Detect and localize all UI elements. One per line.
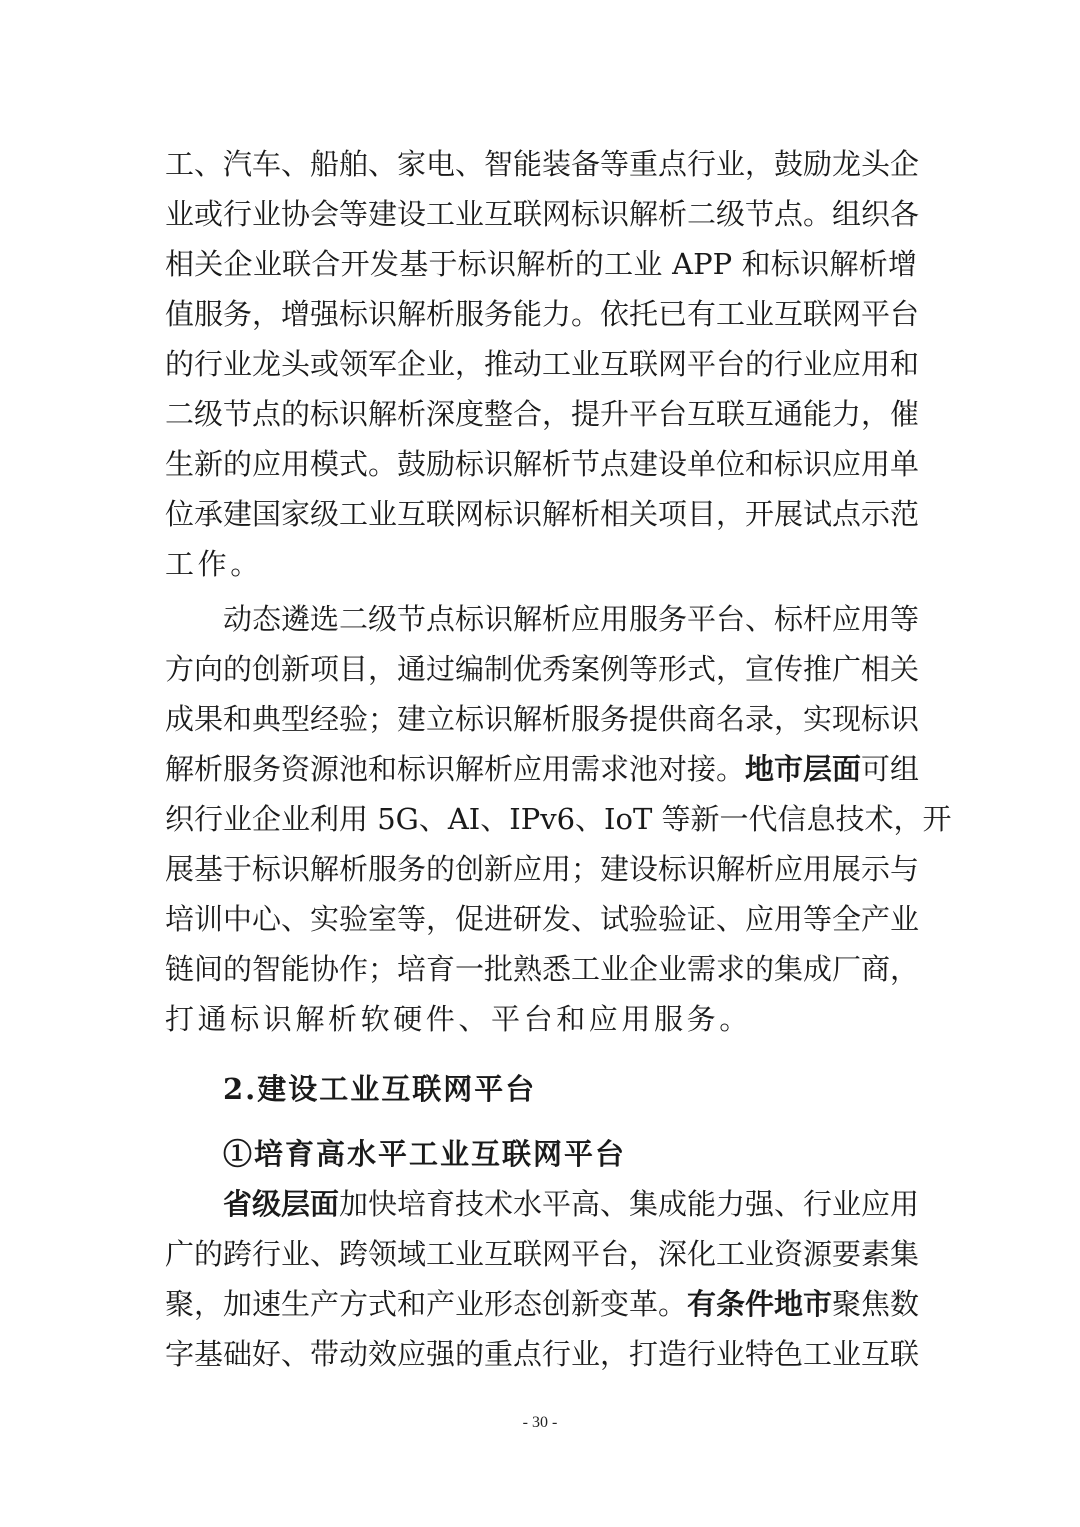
body-line: 培训中心、实验室等，促进研发、试验验证、应用等全产业	[165, 902, 920, 936]
body-line: 工、汽车、船舶、家电、智能装备等重点行业，鼓励龙头企	[165, 147, 920, 181]
emphasis-text: 地市层面	[745, 752, 862, 786]
body-line: 字基础好、带动效应强的重点行业，打造行业特色工业互联	[165, 1337, 920, 1371]
body-line: 工作。	[165, 547, 263, 581]
body-line	[165, 749, 920, 789]
body-line: 相关企业联合开发基于标识解析的工业 APP 和标识解析增	[165, 247, 917, 281]
section-heading: 2.建设工业互联网平台	[223, 1072, 537, 1106]
body-line: 链间的智能协作；培育一批熟悉工业企业需求的集成厂商，	[165, 952, 920, 986]
body-line: 广的跨行业、跨领域工业互联网平台，深化工业资源要素集	[165, 1237, 920, 1271]
emphasis-text: 有条件地市	[687, 1287, 833, 1321]
body-line: 打通标识解析软硬件、平台和应用服务。	[165, 1002, 752, 1036]
body-text: 可组	[861, 752, 920, 786]
body-line: 织行业企业利用 5G、AI、IPv6、IoT 等新一代信息技术，开	[165, 802, 952, 836]
page-number: - 30 -	[522, 1414, 558, 1431]
body-text: 聚，加速生产方式和产业形态创新变革。	[165, 1287, 688, 1321]
body-line: 成果和典型经验；建立标识解析服务提供商名录，实现标识	[165, 702, 920, 736]
body-line: 业或行业协会等建设工业互联网标识解析二级节点。组织各	[165, 197, 920, 231]
body-line: 二级节点的标识解析深度整合，提升平台互联互通能力，催	[165, 397, 920, 431]
subsection-heading: ①培育高水平工业互联网平台	[223, 1137, 627, 1171]
body-line: 值服务，增强标识解析服务能力。依托已有工业互联网平台	[165, 297, 920, 331]
body-line: 展基于标识解析服务的创新应用；建设标识解析应用展示与	[165, 852, 920, 886]
body-line	[165, 1284, 920, 1324]
body-line: 生新的应用模式。鼓励标识解析节点建设单位和标识应用单	[165, 447, 920, 481]
body-line: 位承建国家级工业互联网标识解析相关项目，开展试点示范	[165, 497, 920, 531]
body-text: 解析服务资源池和标识解析应用需求池对接。	[165, 752, 746, 786]
emphasis-text: 省级层面	[223, 1187, 340, 1221]
body-line	[223, 1184, 920, 1224]
body-text: 加快培育技术水平高、集成能力强、行业应用	[339, 1187, 920, 1221]
body-line: 的行业龙头或领军企业，推动工业互联网平台的行业应用和	[165, 347, 920, 381]
body-line: 动态遴选二级节点标识解析应用服务平台、标杆应用等	[223, 602, 920, 636]
body-line: 方向的创新项目，通过编制优秀案例等形式，宣传推广相关	[165, 652, 920, 686]
body-text: 聚焦数	[832, 1287, 920, 1321]
